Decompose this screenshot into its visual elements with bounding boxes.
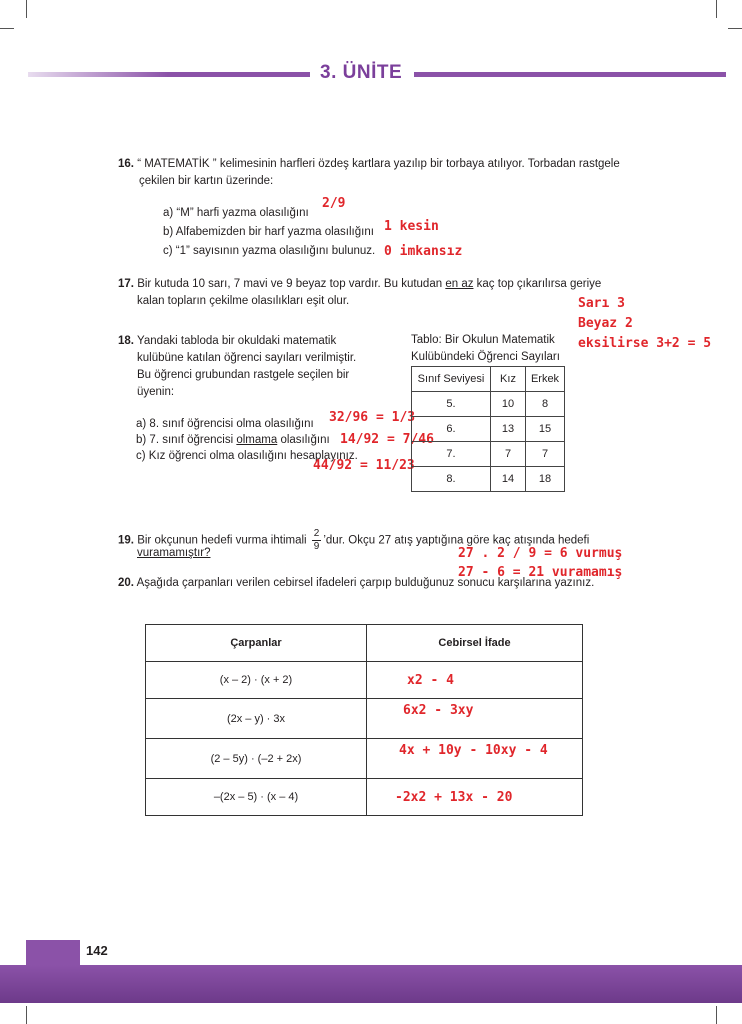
algebra-table [145, 624, 583, 816]
factor-cell: (2 – 5y) · (–2 + 2x) [146, 739, 367, 779]
table-row [412, 442, 565, 467]
question-text: kulübüne katılan öğrenci sayıları verilmiştir. [137, 352, 357, 364]
handwritten-answer: x2 - 4 [407, 672, 454, 688]
answer-cell [367, 662, 583, 699]
q18-part-a: a) 8. sınıf öğrencisi olma olasılığını [136, 418, 314, 430]
q16-part-a: a) “M” harfi yazma olasılığını [163, 207, 309, 219]
answer-cell [367, 699, 583, 739]
unit-title: 3. ÜNİTE [320, 62, 403, 83]
question-text: çekilen bir kartın üzerinde: [139, 175, 274, 187]
crop-mark [716, 0, 717, 18]
table-header-row [146, 625, 583, 662]
q18-part-b [136, 432, 330, 449]
table-cell: 7. [412, 442, 491, 467]
underlined-text: en az [445, 278, 474, 290]
q17-answer-line: Sarı 3 [578, 296, 625, 311]
question-number: 20. [118, 577, 134, 589]
table-header: Erkek [526, 367, 565, 392]
table-caption-line: Kulübündeki Öğrenci Sayıları [411, 351, 560, 363]
question-text: Aşağıda çarpanları verilen cebirsel ifadeleri çarpıp bulduğunuz sonucu karşılarına yazınız. [136, 577, 595, 589]
table-cell: 13 [491, 417, 526, 442]
table-header-row [412, 367, 565, 392]
question-text: “ MATEMATİK ” kelimesinin harfleri özdeş kartlara yazılıp bir torbaya atılıyor. Torbadan rastgele [137, 158, 620, 170]
handwritten-answer: -2x2 + 13x - 20 [395, 789, 513, 805]
question-number: 18. [118, 335, 134, 347]
underlined-text: olmama [236, 434, 278, 446]
q16-answer-c: 0 imkansız [384, 244, 463, 259]
table-cell: 6. [412, 417, 491, 442]
crop-mark [26, 0, 27, 18]
question-text: ’dur. Okçu 27 atış yaptığına göre kaç atışında hedefi [323, 534, 590, 547]
question-text: üyenin: [137, 386, 175, 398]
question-number: 17. [118, 278, 134, 290]
q16-part-b: b) Alfabemizden bir harf yazma olasılığını [163, 226, 374, 238]
factor-cell: –(2x – 5) · (x – 4) [146, 779, 367, 816]
table-header: Cebirsel İfade [367, 625, 583, 662]
q19-answer-line: 27 . 2 / 9 = 6 vurmuş [458, 546, 623, 561]
question-number: 16. [118, 158, 134, 170]
question-text: Bir okçunun hedefi vurma ihtimali [137, 534, 307, 547]
crop-mark [26, 1006, 27, 1024]
table-row [146, 662, 583, 699]
factor-cell: (2x – y) · 3x [146, 699, 367, 739]
table-cell: 15 [526, 417, 565, 442]
table-cell: 10 [491, 392, 526, 417]
page-number: 142 [86, 943, 108, 958]
table-cell: 8 [526, 392, 565, 417]
fraction-numerator: 2 [313, 528, 320, 539]
table-cell: 7 [526, 442, 565, 467]
crop-mark [716, 1006, 717, 1024]
handwritten-answer: 6x2 - 3xy [403, 703, 474, 718]
question-text: olasılığını [277, 434, 330, 446]
question-17 [118, 276, 618, 310]
header-rule-left [28, 72, 310, 77]
question-16 [118, 156, 638, 190]
fraction [312, 528, 322, 553]
table-cell: 14 [491, 467, 526, 492]
table-row [146, 779, 583, 816]
table-row [412, 417, 565, 442]
q16-answer-b: 1 kesin [384, 219, 439, 234]
question-18 [118, 333, 398, 401]
question-text: kalan topların çekilme olasılıkları eşit olur. [137, 295, 350, 307]
table-caption-line: Tablo: Bir Okulun Matematik [411, 334, 555, 346]
q17-answer-line: eksilirse 3+2 = 5 [578, 336, 712, 351]
q18-answer-a: 32/96 = 1/3 [329, 410, 416, 425]
footer-band [0, 965, 742, 1003]
answer-cell [367, 779, 583, 816]
q19-answer-line: 27 - 6 = 21 vuramamış [458, 565, 623, 580]
question-text: Bu öğrenci grubundan rastgele seçilen bir [137, 369, 350, 381]
table-cell: 8. [412, 467, 491, 492]
question-number: 19. [118, 534, 134, 547]
q17-answer-line: Beyaz 2 [578, 316, 633, 331]
table-row [146, 699, 583, 739]
q16-part-c: c) “1” sayısının yazma olasılığını bulunuz. [163, 245, 376, 257]
table-row [412, 392, 565, 417]
table-header: Sınıf Seviyesi [412, 367, 491, 392]
fraction-denominator: 9 [313, 541, 320, 552]
table-caption [411, 332, 560, 366]
question-text: vuramamıştır? [137, 547, 211, 559]
table-cell: 5. [412, 392, 491, 417]
table-row [412, 467, 565, 492]
crop-mark [728, 28, 742, 29]
q16-answer-a: 2/9 [322, 196, 346, 211]
table-row [146, 739, 583, 779]
table-cell: 7 [491, 442, 526, 467]
footer-tab [26, 940, 80, 965]
table-cell: 18 [526, 467, 565, 492]
answer-cell [367, 739, 583, 779]
handwritten-answer: 4x + 10y - 10xy - 4 [399, 743, 548, 758]
question-text: Yandaki tabloda bir okuldaki matematik [137, 335, 337, 347]
factor-cell: (x – 2) · (x + 2) [146, 662, 367, 699]
q18-answer-b: 14/92 = 7/46 [340, 432, 434, 447]
table-header: Çarpanlar [146, 625, 367, 662]
q18-answer-c: 44/92 = 11/23 [313, 458, 415, 473]
student-count-table [411, 366, 565, 492]
crop-mark [0, 28, 14, 29]
q18-part-c: c) Kız öğrenci olma olasılığını hesaplayınız. [136, 450, 358, 462]
question-text: b) 7. sınıf öğrencisi [136, 434, 237, 446]
question-text: Bir kutuda 10 sarı, 7 mavi ve 9 beyaz top vardır. Bu kutudan [137, 278, 446, 290]
table-header: Kız [491, 367, 526, 392]
header-rule-right [414, 72, 726, 77]
question-text: kaç top çıkarılırsa geriye [473, 278, 602, 290]
